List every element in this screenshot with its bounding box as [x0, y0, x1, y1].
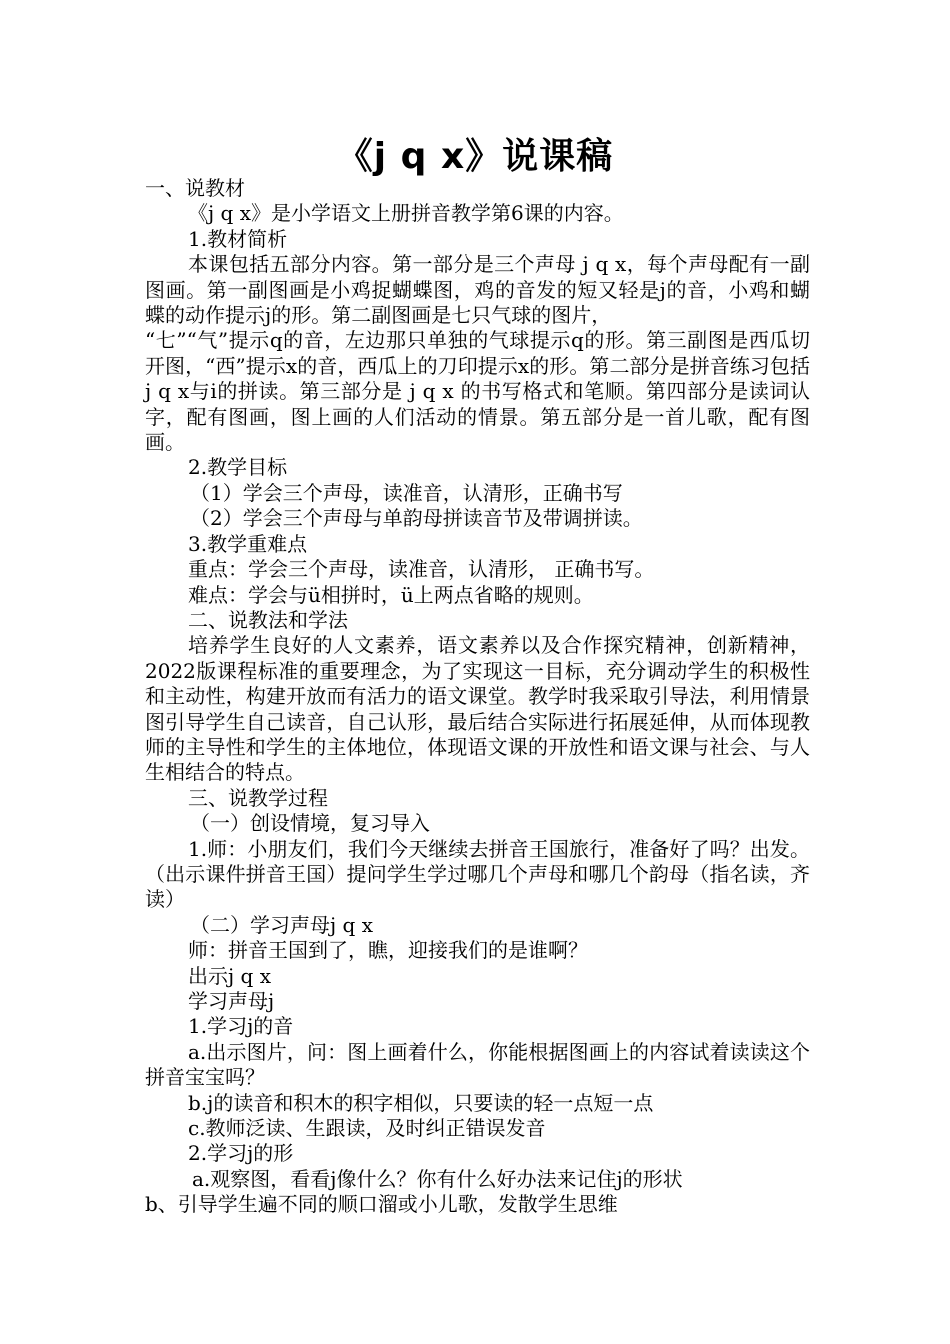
- section-heading: 二、说教法和学法: [188, 607, 348, 632]
- subsection-heading: （二）学习声母j q x: [190, 912, 373, 937]
- subsection-heading: 1.教材简析: [188, 226, 288, 251]
- paragraph: b、引导学生遍不同的顺口溜或小儿歌，发散学生思维: [145, 1192, 618, 1217]
- subsection-heading: 2.教学目标: [188, 455, 288, 480]
- section-heading: 一、说教材: [145, 176, 245, 200]
- paragraph: 2.学习j的形: [188, 1141, 294, 1166]
- paragraph: 《j q x》是小学语文上册拼音教学第6课的内容。: [188, 201, 624, 226]
- paragraph: b.j的读音和积木的积字相似，只要读的轻一点短一点: [188, 1090, 654, 1115]
- paragraph: 培养学生良好的人文素养，语文素养以及合作探究精神，创新精神，2022版课程标准的重要理念，为了实现这一目标，充分调动学生的积极性和主动性，构建开放而有活力的语文课堂。教学时我采取引导法，利用情景图引导学生自己读音，自己认形，最后结合实际进行拓展延伸，从而体现教师的主导性和学生的主体地位，体现语文课的开放性和语文课与社会、与人生相结合的特点。: [145, 633, 810, 785]
- paragraph: “七”“气”提示q的音，左边那只单独的气球提示q的形。第三副图是西瓜切开图，“西”提示x的音，西瓜上的刀印提示x的形。第二部分是拼音练习包括j q x与i的拼读。第三部分是 j q x 的书写格式和笔顺。第四部分是读词认字，配有图画，图上画的人们活动的情景。第五部分是一首儿歌，配有图画。: [145, 328, 810, 455]
- section-heading: 三、说教学过程: [188, 785, 328, 810]
- list-item: 重点：学会三个声母，读准音，认清形， 正确书写。: [188, 557, 655, 582]
- paragraph: 1.学习j的音: [188, 1014, 294, 1039]
- list-item: （2）学会三个声母与单韵母拼读音节及带调拼读。: [190, 506, 643, 531]
- paragraph: 本课包括五部分内容。第一部分是三个声母 j q x，每个声母配有一副图画。第一副图画是小鸡捉蝴蝶图，鸡的音发的短又轻是j的音，小鸡和蝴蝶的动作提示j的形。第二副图画是七只气球的图片，: [145, 252, 810, 328]
- document-body: [145, 176, 810, 1218]
- paragraph: 出示j q x: [188, 963, 271, 988]
- paragraph: 师：拼音王国到了，瞧，迎接我们的是谁啊？: [188, 938, 588, 963]
- paragraph: c.教师泛读、生跟读，及时纠正错误发音: [188, 1116, 546, 1141]
- list-item: （1）学会三个声母，读准音，认清形，正确书写: [190, 480, 623, 505]
- subsection-heading: （一）创设情境，复习导入: [190, 811, 430, 836]
- document-title: 《j q x》说课稿: [336, 136, 614, 177]
- paragraph: 学习声母j: [188, 989, 275, 1013]
- subsection-heading: 3.教学重难点: [188, 531, 308, 556]
- paragraph: a.出示图片，问：图上画着什么，你能根据图画上的内容试着读读这个拼音宝宝吗？: [145, 1039, 810, 1090]
- paragraph: a.观察图，看看j像什么？你有什么好办法来记住j的形状: [192, 1166, 683, 1191]
- paragraph: 1.师：小朋友们，我们今天继续去拼音王国旅行，准备好了吗？出发。（出示课件拼音王国）提问学生学过哪几个声母和哪几个韵母（指名读，齐读）: [145, 836, 810, 912]
- list-item: 难点：学会与ü相拼时，ü上两点省略的规则。: [188, 582, 594, 607]
